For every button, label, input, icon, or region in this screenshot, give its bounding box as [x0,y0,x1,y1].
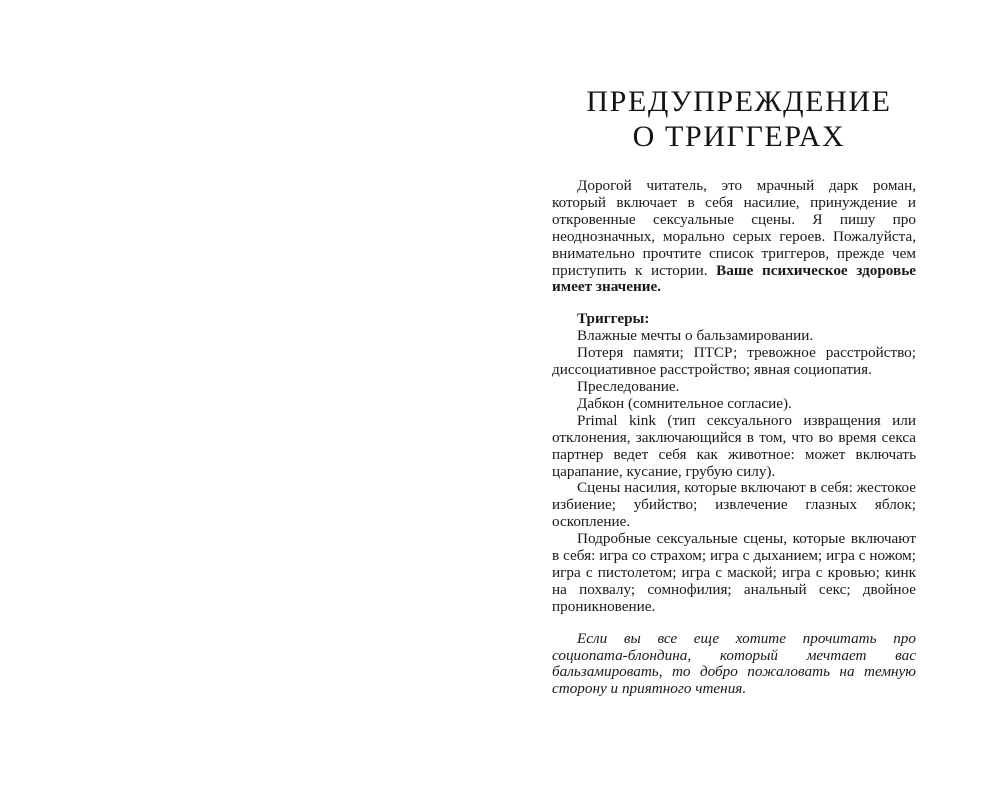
trigger-item: Дабкон (сомнительное согласие). [577,394,792,412]
title-line-2: О ТРИГГЕРАХ [632,120,846,153]
spacer [552,616,916,631]
intro-bold-text: Ваше психическое здоровье имеет значение. [552,261,916,296]
intro-paragraph [552,178,916,296]
closing-paragraph: Если вы все еще хотите прочитать про социопата-блондина, который мечтает вас бальзамировать, то добро пожаловать на темную сторону и приятного чтения. [552,629,916,698]
trigger-item: Primal kink (тип сексуального извращения или отклонения, заключающийся в том, что во время секса партнер ведет себя как животное: может включать царапание, кусание, грубую силу). [552,411,916,480]
trigger-item: Потеря памяти; ПТСР; тревожное расстройство; диссоциативное расстройство; явная социопатия. [552,344,916,379]
page-body [552,178,916,698]
triggers-heading: Триггеры: [577,310,650,328]
trigger-item: Сцены насилия, которые включают в себя: жестокое избиение; убийство; извлечение глазных яблок; оскопление. [552,479,916,531]
page-title [552,84,926,154]
intro-text: Дорогой читатель, это мрачный дарк роман, который включает в себя насилие, принуждение и откровенные сексуальные сцены. Я пишу про неоднозначных, морально серых героев. Пожалуйста, внимательно прочтите список триггеров, прежде чем приступить к истории. [552,177,916,279]
trigger-item: Влажные мечты о бальзамировании. [577,327,814,345]
trigger-item: Преследование. [577,377,680,395]
spacer [552,296,916,311]
title-line-1: ПРЕДУПРЕЖДЕНИЕ [586,85,892,118]
right-page [500,0,1000,788]
trigger-item: Подробные сексуальные сцены, которые включают в себя: игра со страхом; игра с дыханием; игра с ножом; игра с пистолетом; игра с маской; игра с кровью; кинк на похвалу; сомнофилия; анальный секс; двойное проникновение. [552,530,916,615]
